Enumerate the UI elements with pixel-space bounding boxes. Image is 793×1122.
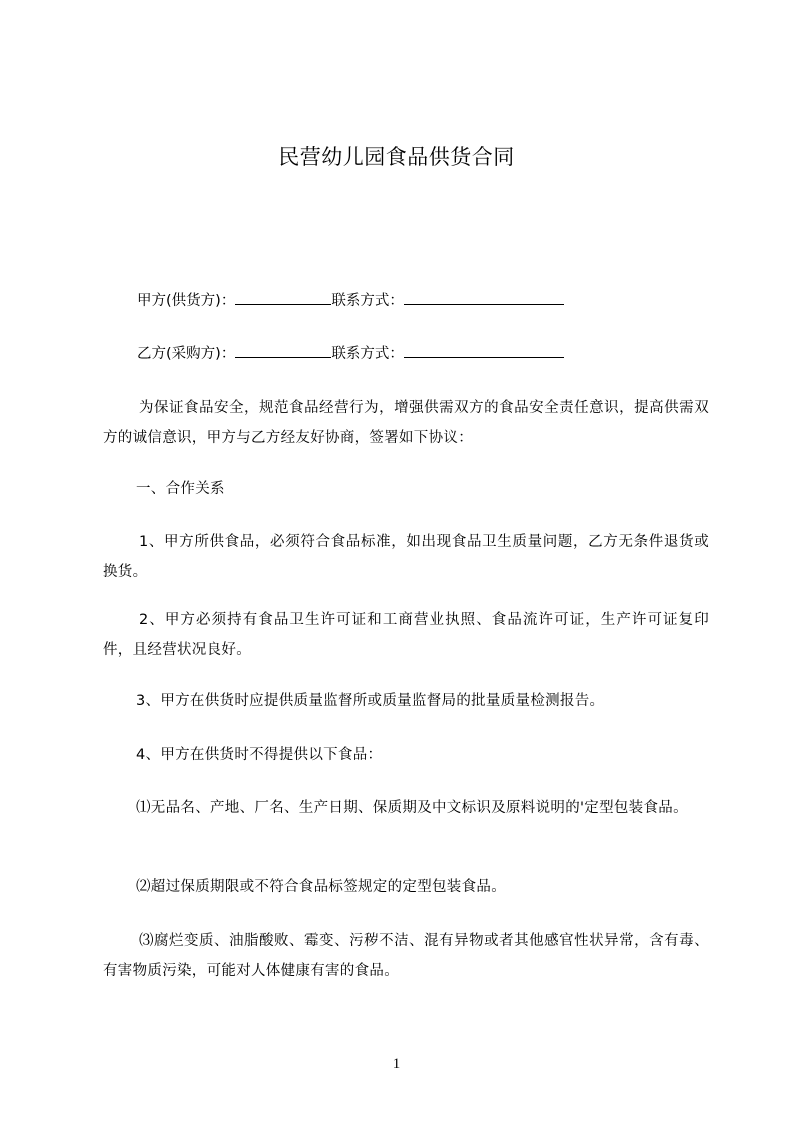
clause-2: 2、甲方必须持有食品卫生许可证和工商营业执照、食品流许可证，生产许可证复印件，且经营状况良好。 bbox=[103, 612, 709, 658]
sub-item-1: ⑴无品名、产地、厂名、生产日期、保质期及中文标识及原料说明的'定型包装食品。 bbox=[136, 800, 688, 816]
party-b-contact-blank[interactable] bbox=[404, 339, 564, 358]
party-b-name-blank[interactable] bbox=[235, 339, 331, 358]
party-a-contact-label: 联系方式： bbox=[331, 293, 404, 309]
document-title: 民营幼儿园食品供货合同 bbox=[278, 145, 515, 169]
sub-item-3: ⑶腐烂变质、油脂酸败、霉变、污秽不洁、混有异物或者其他感官性状异常，含有毒、有害物质污染，可能对人体健康有害的食品。 bbox=[103, 933, 709, 979]
party-a-name-blank[interactable] bbox=[235, 286, 331, 305]
clause-3: 3、甲方在供货时应提供质量监督所或质量监督局的批量质量检测报告。 bbox=[136, 693, 605, 709]
party-b-contact-label: 联系方式： bbox=[331, 346, 404, 362]
party-a-contact-blank[interactable] bbox=[404, 286, 564, 305]
party-b-line bbox=[137, 339, 564, 369]
party-b-label: 乙方(采购方)： bbox=[137, 346, 236, 362]
clause-1: 1、甲方所供食品，必须符合食品标准，如出现食品卫生质量问题，乙方无条件退货或换货。 bbox=[103, 534, 709, 580]
sub-item-2: ⑵超过保质期限或不符合食品标签规定的定型包装食品。 bbox=[136, 879, 506, 895]
party-a-line bbox=[137, 286, 564, 316]
page-number: 1 bbox=[392, 1056, 401, 1072]
party-a-label: 甲方(供货方)： bbox=[137, 293, 236, 309]
clause-4: 4、甲方在供货时不得提供以下食品： bbox=[136, 747, 383, 763]
section-heading: 一、合作关系 bbox=[136, 481, 225, 497]
intro-paragraph: 为保证食品安全，规范食品经营行为，增强供需双方的食品安全责任意识，提高供需双方的诚信意识，甲方与乙方经友好协商，签署如下协议： bbox=[103, 400, 709, 446]
